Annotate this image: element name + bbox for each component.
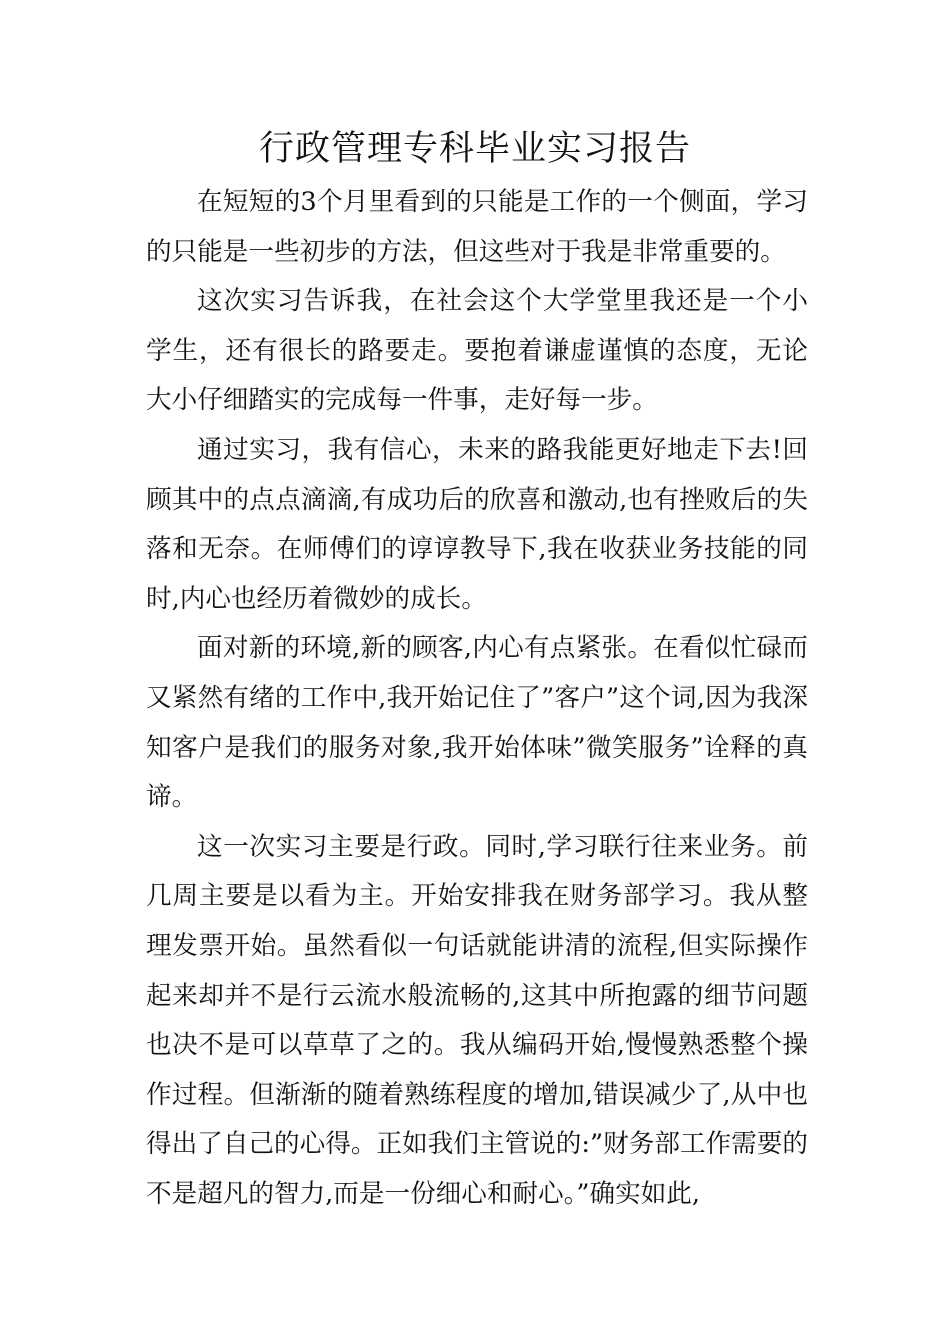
document-body (146, 178, 808, 1219)
document-title: 行政管理专科毕业实习报告 (258, 129, 691, 169)
paragraph-4: 面对新的环境,新的顾客,内心有点紧张。在看似忙碌而又紧然有绪的工作中,我开始记住了”客户”这个词,因为我深知客户是我们的服务对象,我开始体味”微笑服务”诠释的真谛。 (146, 633, 808, 813)
paragraph-3: 通过实习，我有信心，未来的路我能更好地走下去!回顾其中的点点滴滴,有成功后的欣喜和激动,也有挫败后的失落和无奈。在师傅们的谆谆教导下,我在收获业务技能的同时,内心也经历着微妙的成长。 (146, 434, 808, 614)
paragraph-5: 这一次实习主要是行政。同时,学习联行往来业务。前几周主要是以看为主。开始安排我在财务部学习。我从整理发票开始。虽然看似一句话就能讲清的流程,但实际操作起来却并不是行云流水般流畅的,这其中所抱露的细节问题也决不是可以草草了之的。我从编码开始,慢慢熟悉整个操作过程。但渐渐的随着熟练程度的增加,错误减少了,从中也得出了自己的心得。正如我们主管说的:”财务部工作需要的不是超凡的智力,而是一份细心和耐心。”确实如此, (146, 831, 808, 1209)
paragraph-1: 在短短的3个月里看到的只能是工作的一个侧面，学习的只能是一些初步的方法，但这些对于我是非常重要的。 (146, 187, 808, 267)
paragraph-2: 这次实习告诉我，在社会这个大学堂里我还是一个小学生，还有很长的路要走。要抱着谦虚谨慎的态度，无论大小仔细踏实的完成每一件事，走好每一步。 (146, 286, 808, 416)
